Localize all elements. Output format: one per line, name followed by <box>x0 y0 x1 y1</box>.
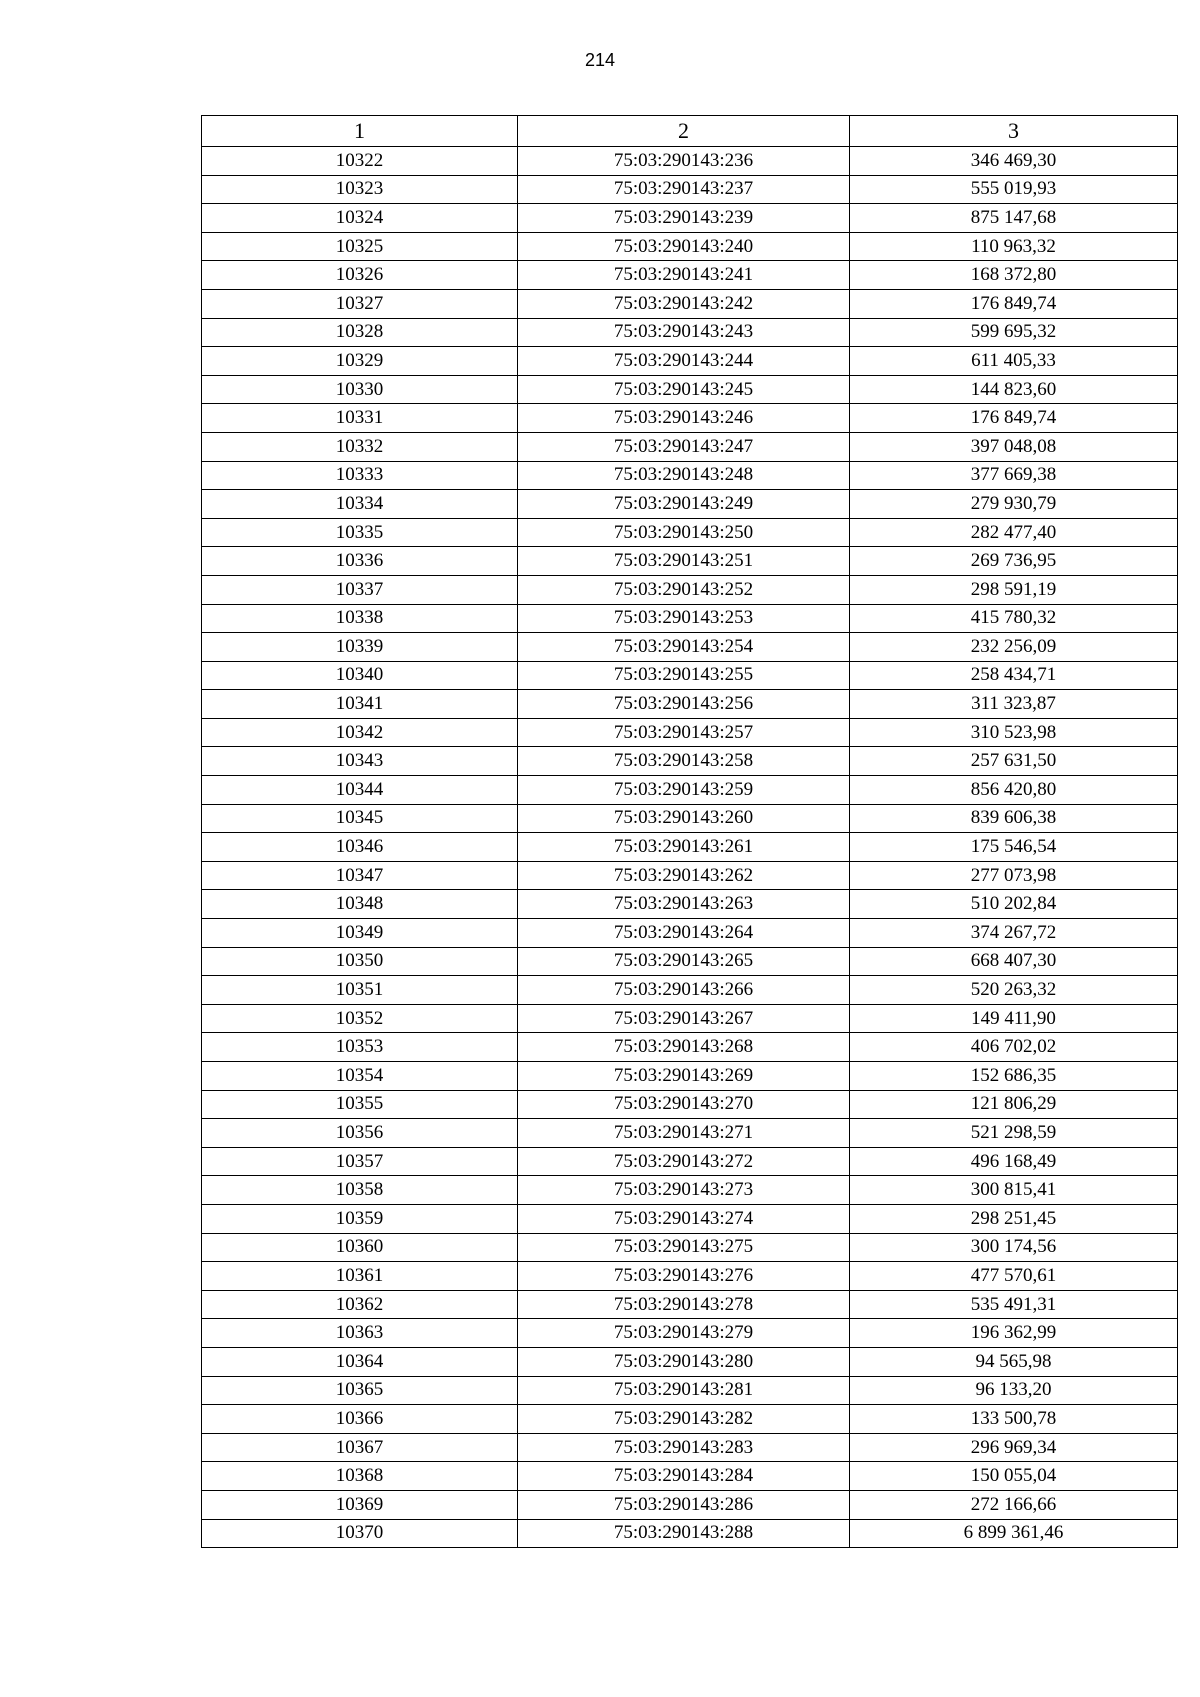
row-number-cell: 10356 <box>202 1119 518 1148</box>
row-number-cell: 10334 <box>202 490 518 519</box>
cadastral-number-cell: 75:03:290143:245 <box>518 375 850 404</box>
value-cell: 133 500,78 <box>850 1405 1178 1434</box>
table-row <box>202 1519 1178 1548</box>
row-number-cell: 10369 <box>202 1490 518 1519</box>
value-cell: 298 251,45 <box>850 1204 1178 1233</box>
cadastral-number-cell: 75:03:290143:258 <box>518 747 850 776</box>
cadastral-number-cell: 75:03:290143:279 <box>518 1319 850 1348</box>
cadastral-number-cell: 75:03:290143:246 <box>518 404 850 433</box>
value-cell: 599 695,32 <box>850 318 1178 347</box>
value-cell: 668 407,30 <box>850 947 1178 976</box>
cadastral-number-cell: 75:03:290143:276 <box>518 1262 850 1291</box>
row-number-cell: 10327 <box>202 289 518 318</box>
value-cell: 282 477,40 <box>850 518 1178 547</box>
value-cell: 175 546,54 <box>850 833 1178 862</box>
row-number-cell: 10346 <box>202 833 518 862</box>
table-row <box>202 747 1178 776</box>
value-cell: 875 147,68 <box>850 204 1178 233</box>
table-row <box>202 1376 1178 1405</box>
value-cell: 555 019,93 <box>850 175 1178 204</box>
cadastral-number-cell: 75:03:290143:261 <box>518 833 850 862</box>
cadastral-number-cell: 75:03:290143:269 <box>518 1062 850 1091</box>
cadastral-number-cell: 75:03:290143:280 <box>518 1347 850 1376</box>
row-number-cell: 10363 <box>202 1319 518 1348</box>
row-number-cell: 10340 <box>202 661 518 690</box>
value-cell: 150 055,04 <box>850 1462 1178 1491</box>
row-number-cell: 10331 <box>202 404 518 433</box>
value-cell: 168 372,80 <box>850 261 1178 290</box>
row-number-cell: 10328 <box>202 318 518 347</box>
row-number-cell: 10330 <box>202 375 518 404</box>
row-number-cell: 10333 <box>202 461 518 490</box>
row-number-cell: 10360 <box>202 1233 518 1262</box>
table-row <box>202 1033 1178 1062</box>
table-row <box>202 804 1178 833</box>
row-number-cell: 10354 <box>202 1062 518 1091</box>
table-row <box>202 1176 1178 1205</box>
row-number-cell: 10336 <box>202 547 518 576</box>
value-cell: 296 969,34 <box>850 1433 1178 1462</box>
cadastral-number-cell: 75:03:290143:275 <box>518 1233 850 1262</box>
row-number-cell: 10342 <box>202 718 518 747</box>
table-row <box>202 1433 1178 1462</box>
row-number-cell: 10347 <box>202 861 518 890</box>
cadastral-number-cell: 75:03:290143:251 <box>518 547 850 576</box>
cadastral-number-cell: 75:03:290143:257 <box>518 718 850 747</box>
table-row <box>202 833 1178 862</box>
cadastral-number-cell: 75:03:290143:278 <box>518 1290 850 1319</box>
table-row <box>202 347 1178 376</box>
value-cell: 96 133,20 <box>850 1376 1178 1405</box>
table-row <box>202 947 1178 976</box>
table-row <box>202 718 1178 747</box>
cadastral-number-cell: 75:03:290143:283 <box>518 1433 850 1462</box>
value-cell: 839 606,38 <box>850 804 1178 833</box>
row-number-cell: 10348 <box>202 890 518 919</box>
value-cell: 144 823,60 <box>850 375 1178 404</box>
row-number-cell: 10323 <box>202 175 518 204</box>
table-row <box>202 1290 1178 1319</box>
table-row <box>202 547 1178 576</box>
table-row <box>202 690 1178 719</box>
table-row <box>202 490 1178 519</box>
value-cell: 6 899 361,46 <box>850 1519 1178 1548</box>
row-number-cell: 10370 <box>202 1519 518 1548</box>
cadastral-number-cell: 75:03:290143:260 <box>518 804 850 833</box>
table-row <box>202 204 1178 233</box>
cadastral-number-cell: 75:03:290143:267 <box>518 1004 850 1033</box>
table-row <box>202 604 1178 633</box>
page-number: 214 <box>584 50 616 70</box>
table-row <box>202 919 1178 948</box>
column-header: 2 <box>518 116 850 147</box>
row-number-cell: 10355 <box>202 1090 518 1119</box>
table-row <box>202 375 1178 404</box>
value-cell: 377 669,38 <box>850 461 1178 490</box>
cadastral-number-cell: 75:03:290143:244 <box>518 347 850 376</box>
row-number-cell: 10351 <box>202 976 518 1005</box>
value-cell: 149 411,90 <box>850 1004 1178 1033</box>
value-cell: 397 048,08 <box>850 432 1178 461</box>
row-number-cell: 10337 <box>202 575 518 604</box>
value-cell: 310 523,98 <box>850 718 1178 747</box>
row-number-cell: 10367 <box>202 1433 518 1462</box>
table-row <box>202 147 1178 176</box>
cadastral-number-cell: 75:03:290143:254 <box>518 633 850 662</box>
cadastral-number-cell: 75:03:290143:252 <box>518 575 850 604</box>
table-row <box>202 1490 1178 1519</box>
row-number-cell: 10366 <box>202 1405 518 1434</box>
value-cell: 121 806,29 <box>850 1090 1178 1119</box>
table-row <box>202 776 1178 805</box>
cadastral-number-cell: 75:03:290143:239 <box>518 204 850 233</box>
table-header-row <box>202 116 1178 147</box>
cadastral-number-cell: 75:03:290143:265 <box>518 947 850 976</box>
table-row <box>202 261 1178 290</box>
value-cell: 176 849,74 <box>850 404 1178 433</box>
value-cell: 94 565,98 <box>850 1347 1178 1376</box>
value-cell: 520 263,32 <box>850 976 1178 1005</box>
row-number-cell: 10353 <box>202 1033 518 1062</box>
cadastral-number-cell: 75:03:290143:288 <box>518 1519 850 1548</box>
table-row <box>202 1233 1178 1262</box>
cadastral-number-cell: 75:03:290143:270 <box>518 1090 850 1119</box>
table-row <box>202 432 1178 461</box>
cadastral-number-cell: 75:03:290143:284 <box>518 1462 850 1491</box>
table-row <box>202 1204 1178 1233</box>
cadastral-number-cell: 75:03:290143:268 <box>518 1033 850 1062</box>
value-cell: 232 256,09 <box>850 633 1178 662</box>
value-cell: 196 362,99 <box>850 1319 1178 1348</box>
table-row <box>202 1405 1178 1434</box>
value-cell: 272 166,66 <box>850 1490 1178 1519</box>
row-number-cell: 10352 <box>202 1004 518 1033</box>
column-header: 3 <box>850 116 1178 147</box>
cadastral-number-cell: 75:03:290143:241 <box>518 261 850 290</box>
cadastral-number-cell: 75:03:290143:266 <box>518 976 850 1005</box>
value-cell: 611 405,33 <box>850 347 1178 376</box>
table-row <box>202 404 1178 433</box>
row-number-cell: 10343 <box>202 747 518 776</box>
cadastral-number-cell: 75:03:290143:271 <box>518 1119 850 1148</box>
row-number-cell: 10335 <box>202 518 518 547</box>
cadastral-number-cell: 75:03:290143:259 <box>518 776 850 805</box>
cadastral-number-cell: 75:03:290143:273 <box>518 1176 850 1205</box>
cadastral-number-cell: 75:03:290143:248 <box>518 461 850 490</box>
value-cell: 496 168,49 <box>850 1147 1178 1176</box>
cadastral-number-cell: 75:03:290143:256 <box>518 690 850 719</box>
table-row <box>202 289 1178 318</box>
value-cell: 521 298,59 <box>850 1119 1178 1148</box>
cadastral-number-cell: 75:03:290143:281 <box>518 1376 850 1405</box>
row-number-cell: 10349 <box>202 919 518 948</box>
cadastral-number-cell: 75:03:290143:247 <box>518 432 850 461</box>
table-row <box>202 661 1178 690</box>
row-number-cell: 10322 <box>202 147 518 176</box>
cadastral-number-cell: 75:03:290143:286 <box>518 1490 850 1519</box>
row-number-cell: 10365 <box>202 1376 518 1405</box>
value-cell: 110 963,32 <box>850 232 1178 261</box>
row-number-cell: 10344 <box>202 776 518 805</box>
value-cell: 510 202,84 <box>850 890 1178 919</box>
cadastral-number-cell: 75:03:290143:236 <box>518 147 850 176</box>
row-number-cell: 10364 <box>202 1347 518 1376</box>
cadastral-number-cell: 75:03:290143:253 <box>518 604 850 633</box>
table-row <box>202 318 1178 347</box>
row-number-cell: 10359 <box>202 1204 518 1233</box>
value-cell: 300 815,41 <box>850 1176 1178 1205</box>
row-number-cell: 10357 <box>202 1147 518 1176</box>
table-row <box>202 575 1178 604</box>
value-cell: 300 174,56 <box>850 1233 1178 1262</box>
table-row <box>202 175 1178 204</box>
value-cell: 269 736,95 <box>850 547 1178 576</box>
cadastral-number-cell: 75:03:290143:263 <box>518 890 850 919</box>
row-number-cell: 10339 <box>202 633 518 662</box>
table-row <box>202 1119 1178 1148</box>
row-number-cell: 10324 <box>202 204 518 233</box>
value-cell: 152 686,35 <box>850 1062 1178 1091</box>
row-number-cell: 10350 <box>202 947 518 976</box>
row-number-cell: 10325 <box>202 232 518 261</box>
table-row <box>202 861 1178 890</box>
cadastral-number-cell: 75:03:290143:272 <box>518 1147 850 1176</box>
cadastral-number-cell: 75:03:290143:262 <box>518 861 850 890</box>
row-number-cell: 10326 <box>202 261 518 290</box>
cadastral-number-cell: 75:03:290143:240 <box>518 232 850 261</box>
cadastral-number-cell: 75:03:290143:237 <box>518 175 850 204</box>
table-row <box>202 1262 1178 1291</box>
row-number-cell: 10338 <box>202 604 518 633</box>
value-cell: 298 591,19 <box>850 575 1178 604</box>
value-cell: 535 491,31 <box>850 1290 1178 1319</box>
value-cell: 257 631,50 <box>850 747 1178 776</box>
table-row <box>202 1062 1178 1091</box>
column-header: 1 <box>202 116 518 147</box>
table-row <box>202 1090 1178 1119</box>
cadastral-number-cell: 75:03:290143:243 <box>518 318 850 347</box>
table-row <box>202 461 1178 490</box>
cadastral-number-cell: 75:03:290143:282 <box>518 1405 850 1434</box>
table-row <box>202 633 1178 662</box>
row-number-cell: 10361 <box>202 1262 518 1291</box>
table-row <box>202 1319 1178 1348</box>
row-number-cell: 10358 <box>202 1176 518 1205</box>
table-row <box>202 1147 1178 1176</box>
table-row <box>202 976 1178 1005</box>
cadastral-number-cell: 75:03:290143:264 <box>518 919 850 948</box>
cadastral-number-cell: 75:03:290143:274 <box>518 1204 850 1233</box>
value-cell: 277 073,98 <box>850 861 1178 890</box>
row-number-cell: 10362 <box>202 1290 518 1319</box>
table-row <box>202 1004 1178 1033</box>
row-number-cell: 10368 <box>202 1462 518 1491</box>
value-cell: 346 469,30 <box>850 147 1178 176</box>
table-row <box>202 1462 1178 1491</box>
value-cell: 374 267,72 <box>850 919 1178 948</box>
row-number-cell: 10345 <box>202 804 518 833</box>
value-cell: 415 780,32 <box>850 604 1178 633</box>
table-row <box>202 1347 1178 1376</box>
row-number-cell: 10341 <box>202 690 518 719</box>
table-row <box>202 232 1178 261</box>
value-cell: 258 434,71 <box>850 661 1178 690</box>
cadastral-number-cell: 75:03:290143:255 <box>518 661 850 690</box>
value-cell: 477 570,61 <box>850 1262 1178 1291</box>
cadastral-number-cell: 75:03:290143:250 <box>518 518 850 547</box>
cadastral-number-cell: 75:03:290143:249 <box>518 490 850 519</box>
cadastral-number-cell: 75:03:290143:242 <box>518 289 850 318</box>
row-number-cell: 10329 <box>202 347 518 376</box>
value-cell: 856 420,80 <box>850 776 1178 805</box>
table-row <box>202 890 1178 919</box>
table-row <box>202 518 1178 547</box>
value-cell: 279 930,79 <box>850 490 1178 519</box>
data-table <box>201 115 1178 1548</box>
value-cell: 176 849,74 <box>850 289 1178 318</box>
row-number-cell: 10332 <box>202 432 518 461</box>
value-cell: 406 702,02 <box>850 1033 1178 1062</box>
value-cell: 311 323,87 <box>850 690 1178 719</box>
table-body <box>202 147 1178 1548</box>
